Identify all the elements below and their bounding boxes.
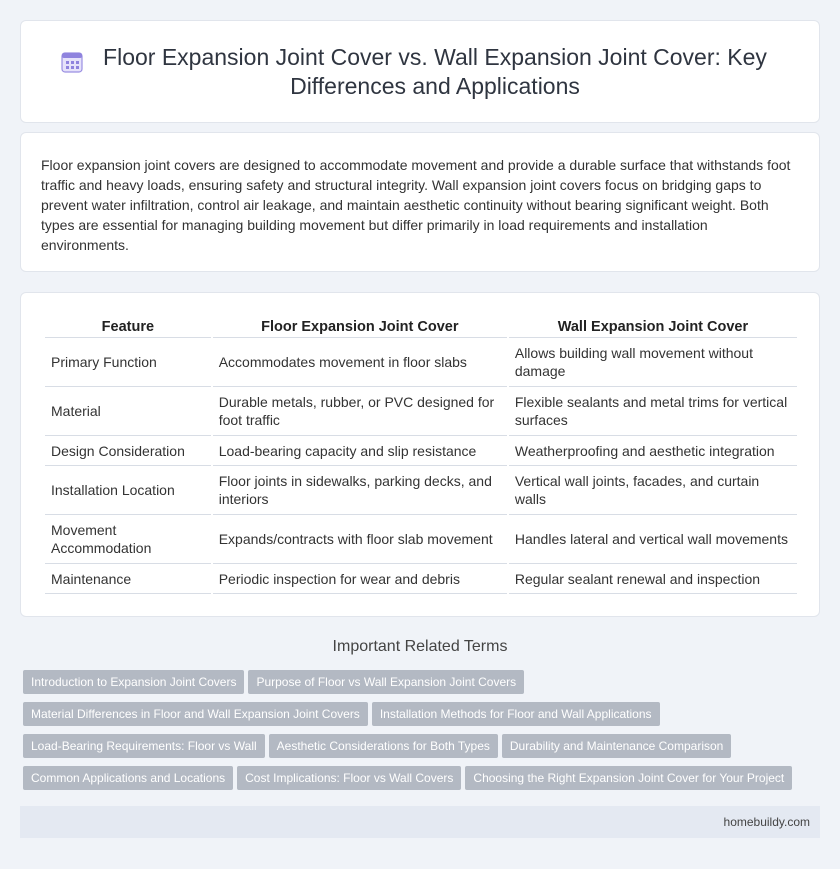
- related-term-tag[interactable]: Common Applications and Locations: [23, 766, 233, 790]
- table-cell-floor: Expands/contracts with floor slab movement: [213, 515, 507, 564]
- table-row: [45, 338, 797, 387]
- table-row: [45, 387, 797, 436]
- footer: [20, 806, 820, 838]
- table-cell-wall: Flexible sealants and metal trims for vertical surfaces: [509, 387, 797, 436]
- table-cell-wall: Handles lateral and vertical wall movements: [509, 515, 797, 564]
- intro-paragraph: Floor expansion joint covers are designed to accommodate movement and provide a durable surface that withstands foot traffic and heavy loads, ensuring safety and structural integrity. Wall expansion joint covers focus on bridging gaps to prevent water infiltration, control air leakage, and maintain aesthetic continuity without bearing significant weight. Both types are essential for managing building movement but differ primarily in load requirements and installation environments.: [41, 157, 791, 253]
- related-term-tag[interactable]: Cost Implications: Floor vs Wall Covers: [237, 766, 461, 790]
- table-row: [45, 515, 797, 564]
- tag-row: [23, 702, 823, 734]
- table-cell-floor: Floor joints in sidewalks, parking decks, and interiors: [213, 466, 507, 515]
- tag-row: [23, 670, 823, 702]
- calendar-grid-icon: [61, 51, 83, 73]
- table-cell-floor: Durable metals, rubber, or PVC designed for foot traffic: [213, 387, 507, 436]
- table-cell-feature: Installation Location: [45, 466, 211, 515]
- related-term-tag[interactable]: Purpose of Floor vs Wall Expansion Joint Covers: [248, 670, 524, 694]
- table-cell-feature: Maintenance: [45, 564, 211, 594]
- table-cell-feature: Design Consideration: [45, 436, 211, 466]
- page-title: Floor Expansion Joint Cover vs. Wall Expansion Joint Cover: Key Differences and Applications: [103, 44, 767, 99]
- column-header: Wall Expansion Joint Cover: [509, 315, 797, 338]
- related-term-tag[interactable]: Durability and Maintenance Comparison: [502, 734, 731, 758]
- intro-card: [20, 132, 820, 272]
- related-term-tag[interactable]: Installation Methods for Floor and Wall Applications: [372, 702, 660, 726]
- footer-site-link[interactable]: homebuildy.com: [723, 815, 810, 829]
- related-term-tag[interactable]: Load-Bearing Requirements: Floor vs Wall: [23, 734, 265, 758]
- table-cell-feature: Material: [45, 387, 211, 436]
- comparison-table: [43, 315, 799, 594]
- tag-row: [23, 766, 823, 798]
- tag-row: [23, 734, 823, 766]
- table-cell-feature: Primary Function: [45, 338, 211, 387]
- table-row: [45, 564, 797, 594]
- column-header: Feature: [45, 315, 211, 338]
- table-cell-floor: Periodic inspection for wear and debris: [213, 564, 507, 594]
- title-wrap: [21, 43, 819, 101]
- table-cell-floor: Load-bearing capacity and slip resistance: [213, 436, 507, 466]
- table-header-row: [45, 315, 797, 338]
- related-term-tag[interactable]: Material Differences in Floor and Wall Expansion Joint Covers: [23, 702, 368, 726]
- table-cell-wall: Vertical wall joints, facades, and curtain walls: [509, 466, 797, 515]
- comparison-table-card: [20, 292, 820, 617]
- table-cell-feature: Movement Accommodation: [45, 515, 211, 564]
- related-term-tag[interactable]: Choosing the Right Expansion Joint Cover for Your Project: [465, 766, 792, 790]
- table-cell-wall: Weatherproofing and aesthetic integration: [509, 436, 797, 466]
- table-cell-wall: Regular sealant renewal and inspection: [509, 564, 797, 594]
- table-row: [45, 436, 797, 466]
- related-term-tag[interactable]: Introduction to Expansion Joint Covers: [23, 670, 244, 694]
- header-card: [20, 20, 820, 123]
- related-terms-title: Important Related Terms: [332, 638, 508, 655]
- related-terms-tags: [23, 670, 823, 798]
- table-cell-floor: Accommodates movement in floor slabs: [213, 338, 507, 387]
- table-row: [45, 466, 797, 515]
- column-header: Floor Expansion Joint Cover: [213, 315, 507, 338]
- related-term-tag[interactable]: Aesthetic Considerations for Both Types: [269, 734, 498, 758]
- table-cell-wall: Allows building wall movement without damage: [509, 338, 797, 387]
